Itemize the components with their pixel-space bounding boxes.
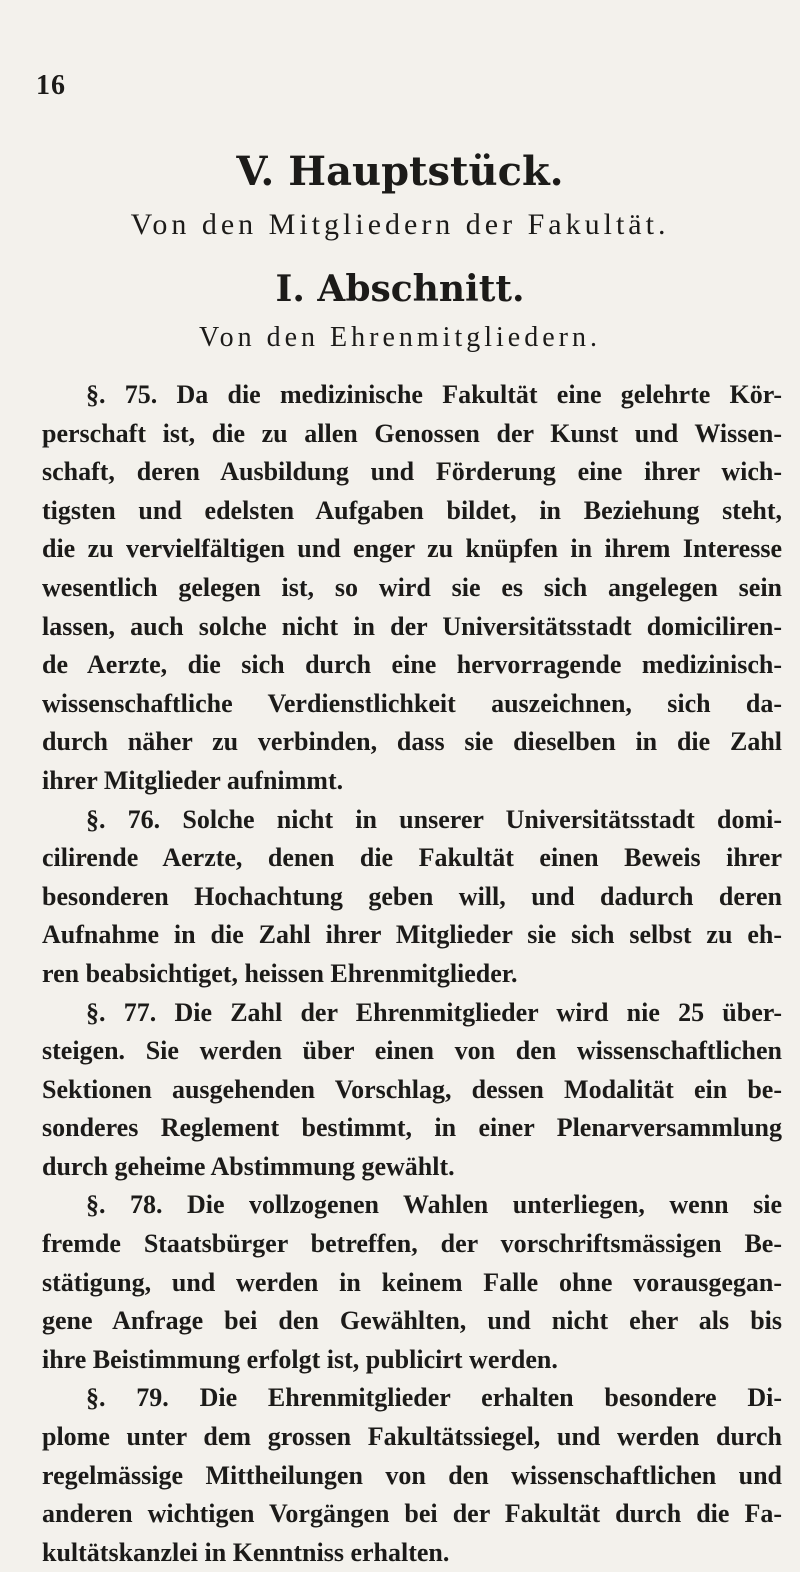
- paragraph: [42, 994, 782, 1187]
- text-line: durch näher zu verbinden, dass sie dieselben in die Zahl: [42, 727, 782, 757]
- text-line: tigsten und edelsten Aufgaben bildet, in Beziehung steht,: [42, 495, 782, 525]
- text-line: besonderen Hochachtung geben will, und dadurch deren: [42, 881, 782, 911]
- section-subtitle: Von den Ehrenmitgliedern.: [199, 322, 601, 353]
- paragraph: [42, 1379, 782, 1572]
- chapter-subtitle: Von den Mitgliedern der Fakultät.: [130, 208, 670, 241]
- text-line: durch geheime Abstimmung gewählt.: [42, 1151, 455, 1181]
- section-title: I. Abschnitt.: [275, 268, 525, 310]
- text-line: die zu vervielfältigen und enger zu knüpfen in ihrem Interesse: [42, 534, 782, 564]
- text-line: ihrer Mitglieder aufnimmt.: [42, 765, 344, 795]
- text-line: regelmässige Mittheilungen von den wissenschaftlichen und: [42, 1460, 782, 1490]
- text-line: kultätskanzlei in Kenntniss erhalten.: [42, 1537, 450, 1567]
- chapter-title: V. Hauptstück.: [236, 148, 564, 195]
- text-line: §. 75. Da die medizinische Fakultät eine gelehrte Kör-: [86, 380, 782, 409]
- paragraph: [42, 801, 782, 994]
- text-line: de Aerzte, die sich durch eine hervorragende medizinisch-: [42, 650, 782, 680]
- text-line: schaft, deren Ausbildung und Förderung eine ihrer wich-: [42, 457, 782, 487]
- text-line: sonderes Reglement bestimmt, in einer Plenarversammlung: [42, 1113, 782, 1143]
- text-line: fremde Staatsbürger betreffen, der vorschriftsmässigen Be-: [42, 1229, 782, 1259]
- paragraph: [42, 1186, 782, 1379]
- text-line: anderen wichtigen Vorgängen bei der Fakultät durch die Fa-: [42, 1499, 782, 1529]
- text-line: §. 79. Die Ehrenmitglieder erhalten besondere Di-: [86, 1383, 782, 1413]
- text-line: steigen. Sie werden über einen von den wissenschaftlichen: [42, 1036, 782, 1066]
- page-number: 16: [36, 70, 66, 101]
- text-line: gene Anfrage bei den Gewählten, und nicht eher als bis: [42, 1306, 782, 1336]
- text-line: wesentlich gelegen ist, so wird sie es sich angelegen sein: [42, 572, 782, 602]
- text-line: ihre Beistimmung erfolgt ist, publicirt werden.: [42, 1344, 558, 1374]
- text-line: Sektionen ausgehenden Vorschlag, dessen Modalität ein be-: [42, 1074, 782, 1104]
- text-line: Aufnahme in die Zahl ihrer Mitglieder sie sich selbst zu eh-: [42, 920, 782, 950]
- text-line: cilirende Aerzte, denen die Fakultät einen Beweis ihrer: [42, 843, 782, 873]
- text-line: §. 78. Die vollzogenen Wahlen unterliegen, wenn sie: [86, 1190, 782, 1220]
- text-line: §. 77. Die Zahl der Ehrenmitglieder wird nie 25 über-: [86, 997, 782, 1027]
- text-line: ren beabsichtiget, heissen Ehrenmitglieder.: [42, 958, 518, 988]
- text-line: perschaft ist, die zu allen Genossen der Kunst und Wissen-: [42, 418, 782, 448]
- body-text: [42, 376, 782, 1572]
- paragraph: [42, 376, 782, 801]
- text-line: §. 76. Solche nicht in unserer Universitätsstadt domi-: [86, 804, 782, 834]
- text-line: lassen, auch solche nicht in der Universitätsstadt domiciliren-: [42, 611, 782, 641]
- text-line: plome unter dem grossen Fakultätssiegel, und werden durch: [42, 1422, 782, 1452]
- text-line: stätigung, und werden in keinem Falle ohne vorausgegan-: [42, 1267, 782, 1297]
- text-line: wissenschaftliche Verdienstlichkeit auszeichnen, sich da-: [42, 688, 782, 718]
